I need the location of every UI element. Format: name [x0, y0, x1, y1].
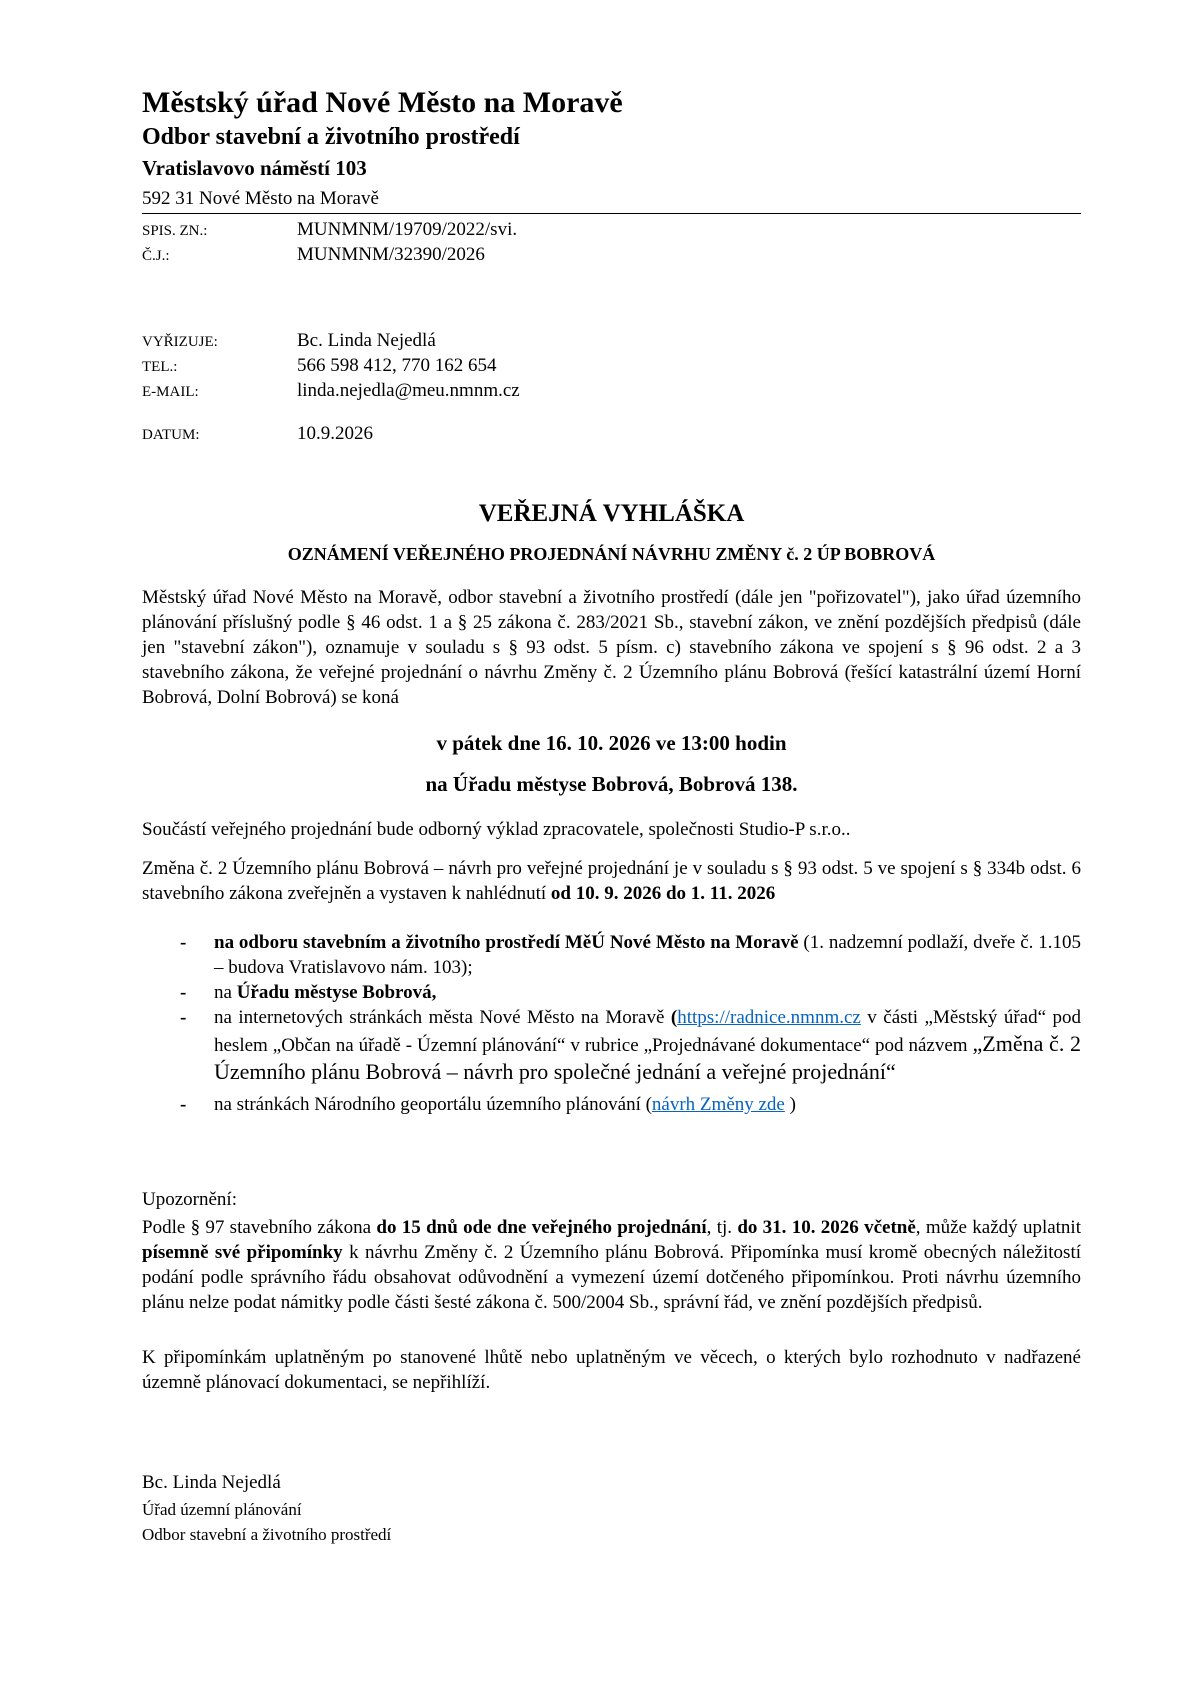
- signature-name: Bc. Linda Nejedlá: [142, 1472, 281, 1493]
- geoportal-prefix: na stránkách Národního geoportálu územního plánování (: [214, 1094, 652, 1115]
- meta-label: Č.J.:: [142, 248, 170, 264]
- street-address: Vratislavovo náměstí 103: [142, 156, 367, 180]
- warning-deadline: do 15 dnů ode dne veřejného projednání: [376, 1217, 707, 1238]
- meeting-time: v pátek dne 16. 10. 2026 ve 13:00 hodin: [436, 731, 787, 755]
- publication-text: Změna č. 2 Územního plánu Bobrová – návrh pro veřejné projednání je v souladu s § 93 odst. 5 ve spojení s § 334b odst. 6 stavebního zákona zveřejněn a vystaven k nahlédnutí: [142, 858, 1081, 904]
- list-dash: -: [180, 982, 187, 1003]
- late-comments-paragraph: K připomínkám uplatněným po stanovené lhůtě nebo uplatněným ve věcech, o kterých bylo rozhodnuto v nadřazené územně plánovací dokumentaci, se nepřihlíží.: [142, 1347, 1081, 1393]
- meta-value: Bc. Linda Nejedlá: [297, 330, 436, 351]
- meeting-place: na Úřadu městyse Bobrová, Bobrová 138.: [425, 772, 798, 796]
- expert-note: Součástí veřejného projednání bude odborný výklad zpracovatele, společnosti Studio-P s.r.o..: [142, 819, 851, 840]
- organization-name: Městský úřad Nové Město na Moravě: [142, 86, 623, 119]
- meta-value: MUNMNM/32390/2026: [297, 244, 485, 265]
- meta-label: DATUM:: [142, 427, 200, 443]
- list-item: [142, 1092, 1081, 1117]
- warning-date: do 31. 10. 2026 včetně: [737, 1217, 916, 1238]
- publication-period: od 10. 9. 2026 do 1. 11. 2026: [550, 883, 776, 904]
- meta-label: E-MAIL:: [142, 384, 199, 400]
- warning-written: písemně své připomínky: [142, 1242, 343, 1263]
- warning-text: , tj.: [706, 1217, 738, 1238]
- department-name: Odbor stavební a životního prostředí: [142, 124, 520, 150]
- meta-label: TEL.:: [142, 359, 178, 375]
- document-title: VEŘEJNÁ VYHLÁŠKA: [478, 500, 745, 527]
- location-office-detail: (1. nadzemní podlaží, dveře č. 1.105 – budova Vratislavovo nám. 103);: [214, 932, 1082, 978]
- meta-value: 10.9.2026: [297, 423, 373, 444]
- warning-text: Podle § 97 stavebního zákona: [142, 1217, 377, 1238]
- meta-value: MUNMNM/19709/2022/svi.: [297, 219, 518, 240]
- city-website-link[interactable]: https://radnice.nmnm.cz: [677, 1007, 861, 1028]
- list-item: [142, 980, 1081, 1005]
- geoportal-suffix: ): [784, 1094, 796, 1115]
- warning-heading: Upozornění:: [142, 1189, 237, 1210]
- city-address: 592 31 Nové Město na Moravě: [142, 188, 379, 209]
- warning-text: k návrhu Změny č. 2 Územního plánu Bobrová. Připomínka musí kromě obecných náležitostí podání podle správního řádu obsahovat odůvodnění a vymezení území dotčeného připomínkou. Proti návrhu územního plánu nelze podat námitky podle části šesté zákona č. 500/2004 Sb., správní řád, ve znění pozdějších předpisů.: [142, 1242, 1081, 1313]
- location-prefix: na: [214, 982, 237, 1003]
- document-name: „Změna č. 2 Územního plánu Bobrová – návrh pro společné jednání a veřejné projednání“: [214, 1031, 1082, 1084]
- warning-text: , může každý uplatnit: [915, 1217, 1081, 1238]
- meta-value: 566 598 412, 770 162 654: [297, 355, 497, 376]
- location-office: na odboru stavebním a životního prostředí MěÚ Nové Město na Moravě: [214, 932, 799, 953]
- intro-paragraph: Městský úřad Nové Město na Moravě, odbor stavební a životního prostředí (dále jen "pořizovatel"), jako úřad územního plánování příslušný podle § 46 odst. 1 a § 25 zákona č. 283/2021 Sb., stavební zákon, ve znění pozdějších předpisů (dále jen "stavební zákon"), oznamuje v souladu s § 93 odst. 5 písm. c) stavebního zákona ve spojení s § 96 odst. 2 a 3 stavebního zákona, že veřejné projednání o návrhu Změny č. 2 Územního plánu Bobrová (řešící katastrální území Horní Bobrová, Dolní Bobrová) se koná: [142, 587, 1081, 708]
- list-dash: -: [180, 1094, 187, 1115]
- geoportal-link[interactable]: návrh Změny zde: [651, 1094, 785, 1115]
- meta-label: SPIS. ZN.:: [142, 223, 208, 239]
- meta-value: linda.nejedla@meu.nmnm.cz: [297, 380, 520, 401]
- warning-paragraph: [142, 1215, 1081, 1315]
- list-item: [142, 930, 1081, 980]
- document-subtitle: OZNÁMENÍ VEŘEJNÉHO PROJEDNÁNÍ NÁVRHU ZMĚNY č. 2 ÚP BOBROVÁ: [287, 544, 936, 564]
- list-item: [142, 1005, 1081, 1086]
- signature-department: Odbor stavební a životního prostředí: [142, 1525, 392, 1544]
- list-dash: -: [180, 932, 187, 953]
- location-list: [142, 930, 1081, 1117]
- paren-open: (: [670, 1007, 678, 1028]
- location-municipality: Úřadu městyse Bobrová,: [236, 982, 437, 1003]
- meta-label: VYŘIZUJE:: [142, 334, 218, 350]
- header-divider: [142, 213, 1081, 214]
- location-web-prefix: na internetových stránkách města Nové Město na Moravě: [214, 1007, 671, 1028]
- location-web-detail: v části „Městský úřad“ pod heslem „Občan na úřadě - Územní plánování“ v rubrice „Projednávané dokumentace“ pod názvem: [214, 1007, 1081, 1056]
- publication-paragraph: [142, 856, 1081, 906]
- list-dash: -: [180, 1007, 187, 1028]
- signature-office: Úřad územní plánování: [142, 1500, 302, 1519]
